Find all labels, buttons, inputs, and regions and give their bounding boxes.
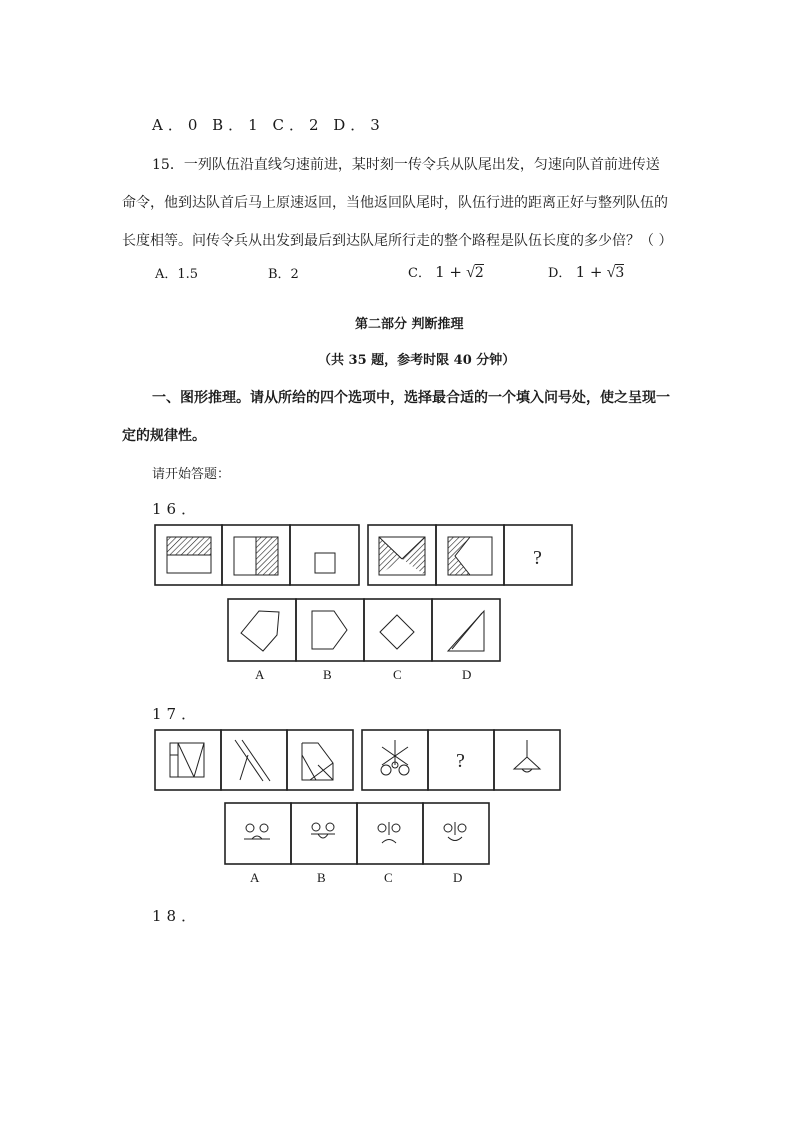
q15-option-a: A．1.5 xyxy=(155,267,199,282)
q15-option-d-expr: 1 + xyxy=(575,263,603,281)
q16-label-b: B xyxy=(323,667,332,682)
section-subtitle: （共 35 题，参考时限 40 分钟） xyxy=(318,353,516,368)
q16-option-b-shape xyxy=(312,611,347,649)
q15-line2: 命令，他到达队首后马上原速返回，当他返回队尾时，队伍行进的距离正好与整列队伍的 xyxy=(122,195,668,211)
q17-label-c: C xyxy=(384,870,393,885)
q15-option-c-prefix: C． xyxy=(408,266,431,281)
q16-label-c: C xyxy=(393,667,402,682)
q18-number: 18． xyxy=(152,907,202,925)
q15-line3: 长度相等。问传令兵从出发到最后到达队尾所行走的整个路程是队伍长度的多少倍？（ ） xyxy=(122,233,673,249)
q16-question-mark: ? xyxy=(533,547,542,569)
q16-options xyxy=(228,599,500,661)
q16-option-c-shape xyxy=(380,615,414,649)
q17-label-b: B xyxy=(317,870,326,885)
q16-figure xyxy=(0,515,794,715)
q15-option-d xyxy=(548,262,624,282)
q17-number: 17． xyxy=(152,705,202,723)
q16-option-a-shape xyxy=(241,611,279,651)
section-instruction-line2: 定的规律性。 xyxy=(122,428,206,444)
q15-line1: 15．一列队伍沿直线匀速前进，某时刻一传令兵从队尾出发，匀速向队首前进传送 xyxy=(152,157,660,173)
q17-label-d: D xyxy=(453,870,463,885)
sqrt-icon: √ xyxy=(466,264,475,281)
q17-figure xyxy=(0,725,794,895)
q16-sequence-left xyxy=(155,525,359,585)
q15-option-c xyxy=(408,262,484,282)
section-title: 第二部分 判断推理 xyxy=(355,317,464,332)
q16-label-a: A xyxy=(255,667,265,682)
q15-option-c-expr: 1 + xyxy=(435,263,462,281)
start-prompt: 请开始答题： xyxy=(152,467,231,482)
q15-option-b: B．2 xyxy=(268,267,299,282)
q15-option-d-prefix: D． xyxy=(548,266,572,281)
q17-options xyxy=(225,803,489,864)
q14-options: A．0 B．1 C．2 D．3 xyxy=(152,116,385,134)
q16-number: 16． xyxy=(152,500,202,518)
q17-question-mark: ? xyxy=(456,750,465,772)
q16-label-d: D xyxy=(462,667,472,682)
q17-label-a: A xyxy=(250,870,260,885)
section-instruction-line1: 一、图形推理。请从所给的四个选项中，选择最合适的一个填入问号处，使之呈现一 xyxy=(152,390,670,406)
q15-option-c-radicand: 2 xyxy=(474,265,484,281)
q17-sequence-left xyxy=(155,730,353,790)
q15-option-d-radicand: 3 xyxy=(615,265,625,281)
sqrt-icon: √ xyxy=(606,264,616,281)
